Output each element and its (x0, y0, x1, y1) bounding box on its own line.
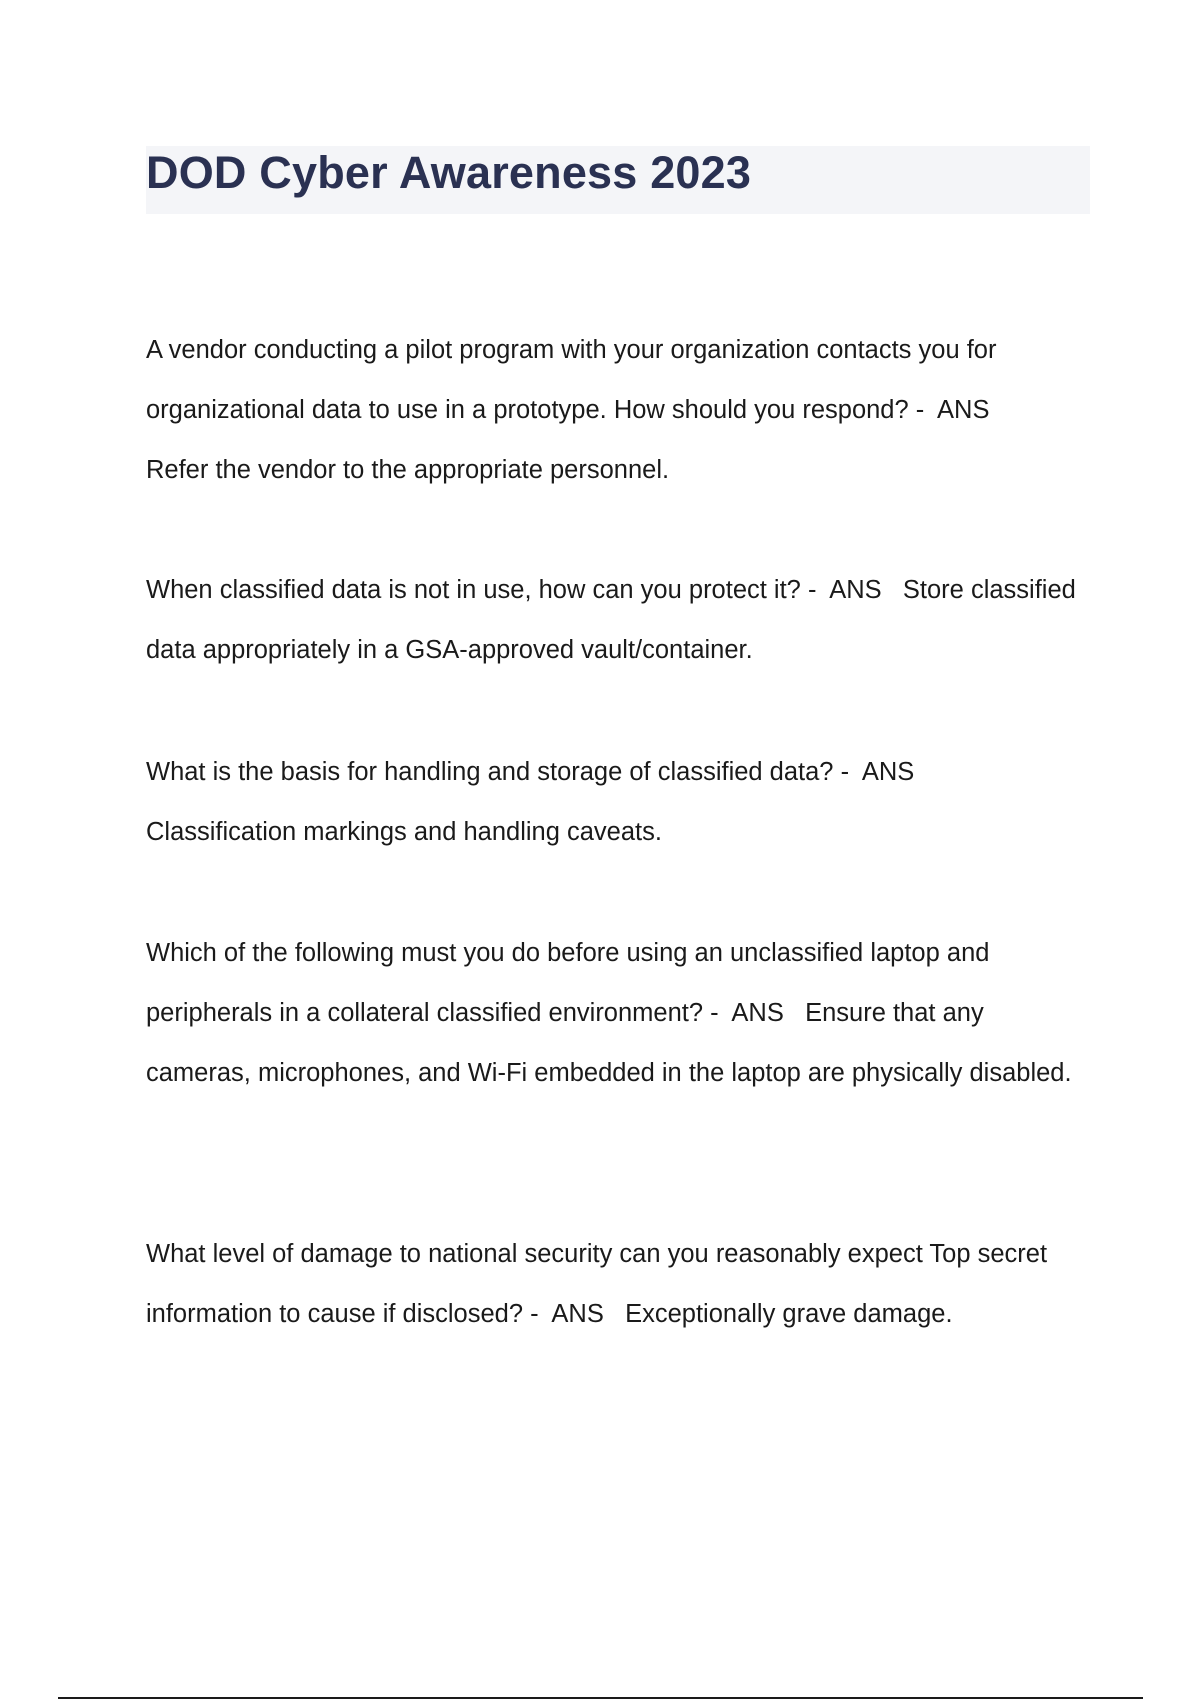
question-text: What is the basis for handling and storage of classified data? (146, 758, 834, 786)
qa-item (146, 320, 1090, 500)
ans-label: ANS (731, 999, 784, 1027)
answer-text: Ensure that any cameras, microphones, and Wi-Fi embedded in the laptop are physically disabled. (146, 999, 1072, 1087)
question-text: What level of damage to national security can you reasonably expect Top secret information to cause if disclosed? (146, 1240, 1048, 1328)
qa-separator: - (800, 576, 830, 604)
qa-separator: - (703, 999, 732, 1027)
qa-separator: - (908, 396, 938, 424)
question-text: A vendor conducting a pilot program with your organization contacts you for organizational data to use in a prototype. How should you respond? (146, 336, 997, 424)
qa-item (146, 1224, 1090, 1344)
answer-text: Exceptionally grave damage. (625, 1300, 953, 1328)
answer-text: Store classified data appropriately in a GSA-approved vault/container. (146, 576, 1076, 664)
qa-separator: - (523, 1300, 552, 1328)
ans-label: ANS (861, 758, 915, 786)
answer-text: Classification markings and handling caveats. (146, 818, 662, 846)
page-title: DOD Cyber Awareness 2023 (146, 147, 752, 198)
footer-divider (58, 1697, 1143, 1699)
ans-label: ANS (829, 576, 882, 604)
qa-item (146, 560, 1090, 680)
answer-text: Refer the vendor to the appropriate personnel. (146, 456, 670, 484)
question-text: When classified data is not in use, how can you protect it? (146, 576, 801, 604)
qa-separator: - (833, 758, 862, 786)
qa-item (146, 923, 1090, 1103)
question-text: Which of the following must you do before using an unclassified laptop and peripherals in a collateral classified environment? (146, 939, 990, 1027)
ans-label: ANS (937, 396, 990, 424)
ans-label: ANS (551, 1300, 604, 1328)
qa-item (146, 742, 1090, 862)
